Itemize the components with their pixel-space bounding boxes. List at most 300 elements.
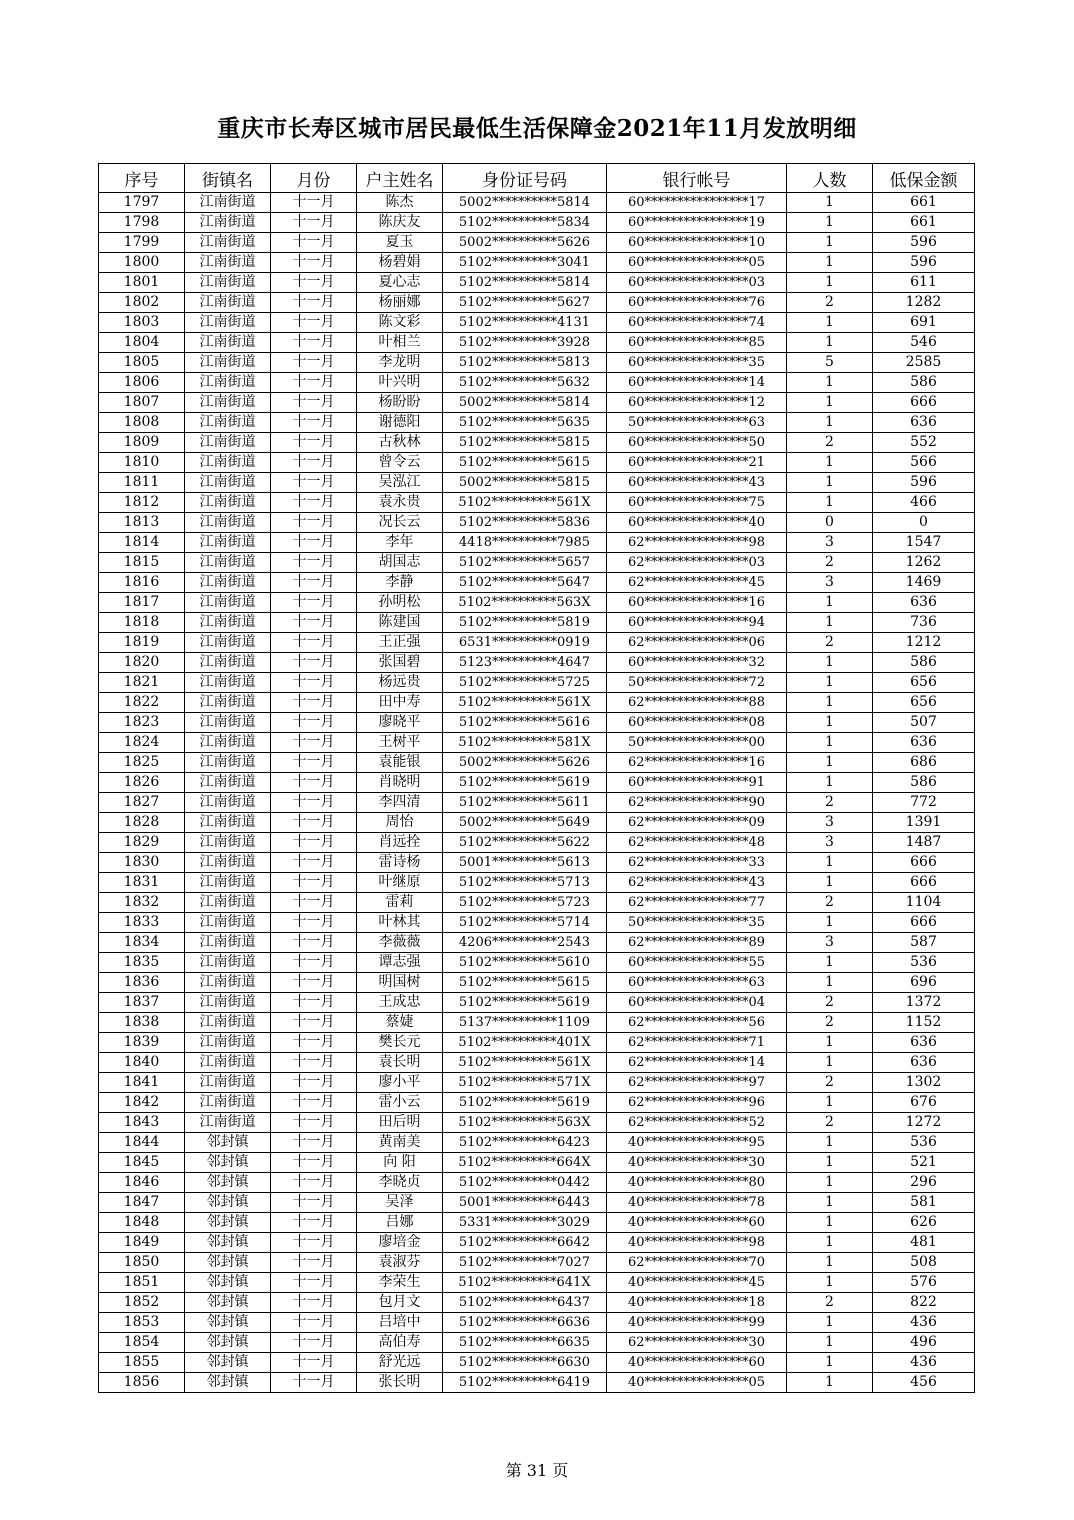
- cell-id-number: 5102**********5647: [443, 573, 607, 593]
- table-row: [99, 833, 975, 853]
- cell-id-number: 5002**********5814: [443, 193, 607, 213]
- cell-amount: 1104: [873, 893, 975, 913]
- cell-id-number: 5102**********5836: [443, 513, 607, 533]
- cell-town: 江南街道: [185, 453, 271, 473]
- cell-amount: 596: [873, 253, 975, 273]
- cell-index: 1825: [99, 753, 185, 773]
- cell-bank-account: 62****************30: [607, 1333, 787, 1353]
- cell-amount: 656: [873, 693, 975, 713]
- table-row: [99, 1233, 975, 1253]
- cell-id-number: 5102**********563X: [443, 593, 607, 613]
- cell-persons: 1: [787, 973, 873, 993]
- cell-amount: 536: [873, 1133, 975, 1153]
- cell-amount: 596: [873, 473, 975, 493]
- cell-persons: 1: [787, 753, 873, 773]
- cell-bank-account: 60****************12: [607, 393, 787, 413]
- cell-householder: 舒光远: [357, 1353, 443, 1373]
- cell-index: 1827: [99, 793, 185, 813]
- cell-index: 1855: [99, 1353, 185, 1373]
- cell-town: 江南街道: [185, 433, 271, 453]
- cell-bank-account: 62****************09: [607, 813, 787, 833]
- cell-bank-account: 60****************14: [607, 373, 787, 393]
- table-row: [99, 873, 975, 893]
- cell-amount: 507: [873, 713, 975, 733]
- cell-householder: 夏玉: [357, 233, 443, 253]
- cell-persons: 1: [787, 493, 873, 513]
- cell-index: 1800: [99, 253, 185, 273]
- cell-month: 十一月: [271, 853, 357, 873]
- cell-town: 江南街道: [185, 413, 271, 433]
- cell-persons: 1: [787, 1033, 873, 1053]
- col-header-month: 月份: [271, 164, 357, 193]
- cell-amount: 661: [873, 213, 975, 233]
- cell-bank-account: 60****************43: [607, 473, 787, 493]
- cell-month: 十一月: [271, 573, 357, 593]
- cell-bank-account: 60****************50: [607, 433, 787, 453]
- cell-bank-account: 40****************98: [607, 1233, 787, 1253]
- cell-index: 1829: [99, 833, 185, 853]
- cell-id-number: 5102**********6635: [443, 1333, 607, 1353]
- cell-bank-account: 40****************18: [607, 1293, 787, 1313]
- cell-householder: 田后明: [357, 1113, 443, 1133]
- table-row: [99, 733, 975, 753]
- cell-bank-account: 60****************16: [607, 593, 787, 613]
- cell-persons: 1: [787, 453, 873, 473]
- cell-month: 十一月: [271, 393, 357, 413]
- table-row: [99, 1093, 975, 1113]
- cell-month: 十一月: [271, 953, 357, 973]
- cell-amount: 586: [873, 373, 975, 393]
- cell-id-number: 4418**********7985: [443, 533, 607, 553]
- cell-amount: 656: [873, 673, 975, 693]
- cell-persons: 3: [787, 833, 873, 853]
- cell-id-number: 5102**********0442: [443, 1173, 607, 1193]
- cell-persons: 1: [787, 273, 873, 293]
- cell-town: 邻封镇: [185, 1133, 271, 1153]
- cell-town: 江南街道: [185, 353, 271, 373]
- cell-id-number: 5102**********5635: [443, 413, 607, 433]
- cell-town: 江南街道: [185, 273, 271, 293]
- cell-month: 十一月: [271, 213, 357, 233]
- cell-index: 1852: [99, 1293, 185, 1313]
- cell-month: 十一月: [271, 1373, 357, 1393]
- cell-bank-account: 40****************95: [607, 1133, 787, 1153]
- cell-householder: 李晓贞: [357, 1173, 443, 1193]
- cell-town: 江南街道: [185, 993, 271, 1013]
- table-row: [99, 633, 975, 653]
- cell-month: 十一月: [271, 433, 357, 453]
- cell-month: 十一月: [271, 353, 357, 373]
- col-header-town: 街镇名: [185, 164, 271, 193]
- table-row: [99, 1293, 975, 1313]
- cell-month: 十一月: [271, 373, 357, 393]
- cell-amount: 586: [873, 653, 975, 673]
- cell-town: 邻封镇: [185, 1333, 271, 1353]
- cell-month: 十一月: [271, 673, 357, 693]
- cell-index: 1832: [99, 893, 185, 913]
- cell-amount: 666: [873, 853, 975, 873]
- cell-bank-account: 62****************71: [607, 1033, 787, 1053]
- cell-persons: 1: [787, 773, 873, 793]
- cell-bank-account: 40****************45: [607, 1273, 787, 1293]
- table-row: [99, 193, 975, 213]
- cell-amount: 691: [873, 313, 975, 333]
- table-row: [99, 473, 975, 493]
- cell-id-number: 5102**********6419: [443, 1373, 607, 1393]
- cell-amount: 666: [873, 873, 975, 893]
- cell-bank-account: 60****************17: [607, 193, 787, 213]
- cell-householder: 廖培金: [357, 1233, 443, 1253]
- cell-town: 江南街道: [185, 913, 271, 933]
- cell-town: 邻封镇: [185, 1173, 271, 1193]
- cell-amount: 536: [873, 953, 975, 973]
- cell-persons: 1: [787, 1213, 873, 1233]
- cell-town: 邻封镇: [185, 1313, 271, 1333]
- table-row: [99, 1013, 975, 1033]
- cell-householder: 向 阳: [357, 1153, 443, 1173]
- table-row: [99, 893, 975, 913]
- cell-persons: 1: [787, 853, 873, 873]
- table-row: [99, 513, 975, 533]
- cell-town: 江南街道: [185, 853, 271, 873]
- cell-amount: 546: [873, 333, 975, 353]
- cell-amount: 1272: [873, 1113, 975, 1133]
- cell-index: 1804: [99, 333, 185, 353]
- cell-index: 1854: [99, 1333, 185, 1353]
- cell-amount: 566: [873, 453, 975, 473]
- cell-amount: 636: [873, 413, 975, 433]
- cell-persons: 1: [787, 1313, 873, 1333]
- cell-index: 1797: [99, 193, 185, 213]
- cell-householder: 周怡: [357, 813, 443, 833]
- cell-town: 江南街道: [185, 573, 271, 593]
- cell-index: 1826: [99, 773, 185, 793]
- table-row: [99, 653, 975, 673]
- cell-index: 1824: [99, 733, 185, 753]
- cell-persons: 2: [787, 1073, 873, 1093]
- cell-month: 十一月: [271, 1213, 357, 1233]
- cell-town: 江南街道: [185, 953, 271, 973]
- cell-householder: 谭志强: [357, 953, 443, 973]
- cell-bank-account: 60****************76: [607, 293, 787, 313]
- cell-bank-account: 50****************35: [607, 913, 787, 933]
- cell-persons: 1: [787, 413, 873, 433]
- cell-id-number: 5102**********6636: [443, 1313, 607, 1333]
- cell-persons: 3: [787, 933, 873, 953]
- cell-id-number: 5102**********5713: [443, 873, 607, 893]
- cell-index: 1846: [99, 1173, 185, 1193]
- cell-amount: 636: [873, 593, 975, 613]
- cell-month: 十一月: [271, 973, 357, 993]
- table-row: [99, 433, 975, 453]
- cell-persons: 2: [787, 1293, 873, 1313]
- cell-bank-account: 60****************75: [607, 493, 787, 513]
- cell-householder: 况长云: [357, 513, 443, 533]
- cell-id-number: 5102**********5813: [443, 353, 607, 373]
- cell-bank-account: 62****************06: [607, 633, 787, 653]
- cell-bank-account: 60****************19: [607, 213, 787, 233]
- cell-householder: 雷小云: [357, 1093, 443, 1113]
- cell-month: 十一月: [271, 1013, 357, 1033]
- cell-persons: 2: [787, 993, 873, 1013]
- table-row: [99, 1153, 975, 1173]
- cell-persons: 1: [787, 613, 873, 633]
- cell-amount: 1487: [873, 833, 975, 853]
- cell-householder: 陈杰: [357, 193, 443, 213]
- cell-persons: 1: [787, 373, 873, 393]
- cell-id-number: 4206**********2543: [443, 933, 607, 953]
- cell-town: 江南街道: [185, 393, 271, 413]
- cell-householder: 张长明: [357, 1373, 443, 1393]
- cell-id-number: 5002**********5626: [443, 233, 607, 253]
- cell-householder: 王正强: [357, 633, 443, 653]
- cell-householder: 樊长元: [357, 1033, 443, 1053]
- cell-town: 江南街道: [185, 1033, 271, 1053]
- cell-id-number: 5102**********5610: [443, 953, 607, 973]
- cell-town: 邻封镇: [185, 1293, 271, 1313]
- cell-index: 1843: [99, 1113, 185, 1133]
- cell-id-number: 5102**********3041: [443, 253, 607, 273]
- cell-bank-account: 62****************90: [607, 793, 787, 813]
- cell-id-number: 5102**********5611: [443, 793, 607, 813]
- cell-bank-account: 62****************45: [607, 573, 787, 593]
- table-row: [99, 313, 975, 333]
- cell-amount: 456: [873, 1373, 975, 1393]
- cell-town: 江南街道: [185, 593, 271, 613]
- cell-id-number: 5102**********5627: [443, 293, 607, 313]
- cell-month: 十一月: [271, 1333, 357, 1353]
- cell-bank-account: 60****************32: [607, 653, 787, 673]
- cell-month: 十一月: [271, 733, 357, 753]
- cell-householder: 廖晓平: [357, 713, 443, 733]
- cell-town: 江南街道: [185, 1053, 271, 1073]
- cell-index: 1798: [99, 213, 185, 233]
- cell-amount: 552: [873, 433, 975, 453]
- cell-month: 十一月: [271, 1193, 357, 1213]
- cell-persons: 1: [787, 333, 873, 353]
- table-row: [99, 953, 975, 973]
- cell-index: 1847: [99, 1193, 185, 1213]
- table-row: [99, 913, 975, 933]
- cell-town: 江南街道: [185, 693, 271, 713]
- table-row: [99, 1313, 975, 1333]
- cell-householder: 高伯寿: [357, 1333, 443, 1353]
- cell-index: 1850: [99, 1253, 185, 1273]
- cell-persons: 1: [787, 1173, 873, 1193]
- cell-index: 1828: [99, 813, 185, 833]
- cell-index: 1842: [99, 1093, 185, 1113]
- cell-month: 十一月: [271, 453, 357, 473]
- cell-householder: 王树平: [357, 733, 443, 753]
- cell-index: 1837: [99, 993, 185, 1013]
- cell-persons: 1: [787, 253, 873, 273]
- cell-town: 江南街道: [185, 873, 271, 893]
- page-title: 重庆市长寿区城市居民最低生活保障金2021年11月发放明细: [217, 115, 857, 142]
- cell-bank-account: 62****************16: [607, 753, 787, 773]
- cell-householder: 袁长明: [357, 1053, 443, 1073]
- cell-id-number: 5002**********5815: [443, 473, 607, 493]
- cell-householder: 王成忠: [357, 993, 443, 1013]
- cell-persons: 1: [787, 1053, 873, 1073]
- cell-id-number: 5102**********5657: [443, 553, 607, 573]
- cell-month: 十一月: [271, 533, 357, 553]
- table-row: [99, 753, 975, 773]
- table-row: [99, 813, 975, 833]
- cell-amount: 1152: [873, 1013, 975, 1033]
- cell-householder: 雷莉: [357, 893, 443, 913]
- cell-bank-account: 60****************35: [607, 353, 787, 373]
- cell-persons: 2: [787, 793, 873, 813]
- table-row: [99, 373, 975, 393]
- cell-bank-account: 60****************03: [607, 273, 787, 293]
- cell-bank-account: 62****************56: [607, 1013, 787, 1033]
- cell-index: 1849: [99, 1233, 185, 1253]
- cell-amount: 772: [873, 793, 975, 813]
- cell-bank-account: 40****************60: [607, 1213, 787, 1233]
- cell-month: 十一月: [271, 873, 357, 893]
- cell-amount: 0: [873, 513, 975, 533]
- cell-householder: 袁淑芬: [357, 1253, 443, 1273]
- cell-persons: 3: [787, 573, 873, 593]
- cell-id-number: 5102**********561X: [443, 1053, 607, 1073]
- cell-town: 江南街道: [185, 553, 271, 573]
- cell-town: 江南街道: [185, 733, 271, 753]
- cell-persons: 1: [787, 313, 873, 333]
- cell-householder: 明国树: [357, 973, 443, 993]
- cell-month: 十一月: [271, 493, 357, 513]
- cell-index: 1803: [99, 313, 185, 333]
- cell-householder: 李年: [357, 533, 443, 553]
- cell-amount: 466: [873, 493, 975, 513]
- cell-index: 1853: [99, 1313, 185, 1333]
- cell-month: 十一月: [271, 613, 357, 633]
- cell-bank-account: 60****************55: [607, 953, 787, 973]
- col-header-householder: 户主姓名: [357, 164, 443, 193]
- cell-bank-account: 40****************05: [607, 1373, 787, 1393]
- cell-householder: 胡国志: [357, 553, 443, 573]
- cell-index: 1811: [99, 473, 185, 493]
- cell-amount: 587: [873, 933, 975, 953]
- cell-bank-account: 62****************70: [607, 1253, 787, 1273]
- cell-index: 1856: [99, 1373, 185, 1393]
- cell-town: 邻封镇: [185, 1233, 271, 1253]
- cell-town: 江南街道: [185, 373, 271, 393]
- cell-amount: 611: [873, 273, 975, 293]
- page-number: 第 31 页: [505, 1461, 569, 1480]
- cell-month: 十一月: [271, 1153, 357, 1173]
- cell-householder: 吕培中: [357, 1313, 443, 1333]
- cell-amount: 596: [873, 233, 975, 253]
- cell-index: 1839: [99, 1033, 185, 1053]
- cell-householder: 夏心志: [357, 273, 443, 293]
- cell-householder: 袁能银: [357, 753, 443, 773]
- cell-month: 十一月: [271, 893, 357, 913]
- cell-persons: 2: [787, 893, 873, 913]
- cell-id-number: 5102**********5619: [443, 993, 607, 1013]
- cell-id-number: 5102**********4131: [443, 313, 607, 333]
- table-row: [99, 1113, 975, 1133]
- cell-householder: 杨丽娜: [357, 293, 443, 313]
- cell-bank-account: 62****************14: [607, 1053, 787, 1073]
- cell-persons: 2: [787, 1113, 873, 1133]
- cell-persons: 2: [787, 633, 873, 653]
- cell-bank-account: 60****************08: [607, 713, 787, 733]
- cell-persons: 1: [787, 1133, 873, 1153]
- cell-amount: 1372: [873, 993, 975, 1013]
- cell-id-number: 5102**********571X: [443, 1073, 607, 1093]
- table-row: [99, 1353, 975, 1373]
- cell-town: 邻封镇: [185, 1273, 271, 1293]
- cell-index: 1808: [99, 413, 185, 433]
- cell-month: 十一月: [271, 1073, 357, 1093]
- cell-index: 1835: [99, 953, 185, 973]
- cell-index: 1812: [99, 493, 185, 513]
- cell-town: 邻封镇: [185, 1213, 271, 1233]
- cell-bank-account: 40****************78: [607, 1193, 787, 1213]
- cell-town: 江南街道: [185, 1093, 271, 1113]
- cell-amount: 736: [873, 613, 975, 633]
- cell-month: 十一月: [271, 333, 357, 353]
- table-row: [99, 333, 975, 353]
- cell-id-number: 5102**********5819: [443, 613, 607, 633]
- cell-index: 1838: [99, 1013, 185, 1033]
- table-row: [99, 1053, 975, 1073]
- cell-index: 1841: [99, 1073, 185, 1093]
- table-row: [99, 1133, 975, 1153]
- cell-bank-account: 62****************89: [607, 933, 787, 953]
- cell-amount: 1212: [873, 633, 975, 653]
- cell-month: 十一月: [271, 653, 357, 673]
- cell-id-number: 5102**********6630: [443, 1353, 607, 1373]
- cell-id-number: 5102**********3928: [443, 333, 607, 353]
- cell-month: 十一月: [271, 833, 357, 853]
- cell-householder: 吴泽: [357, 1193, 443, 1213]
- cell-amount: 581: [873, 1193, 975, 1213]
- cell-persons: 2: [787, 553, 873, 573]
- cell-month: 十一月: [271, 1273, 357, 1293]
- cell-town: 江南街道: [185, 513, 271, 533]
- cell-bank-account: 40****************30: [607, 1153, 787, 1173]
- cell-persons: 2: [787, 1013, 873, 1033]
- table-row: [99, 413, 975, 433]
- cell-town: 江南街道: [185, 673, 271, 693]
- table-row: [99, 273, 975, 293]
- cell-town: 江南街道: [185, 813, 271, 833]
- cell-id-number: 5002**********5649: [443, 813, 607, 833]
- table-row: [99, 1333, 975, 1353]
- table-row: [99, 1253, 975, 1273]
- cell-householder: 叶继原: [357, 873, 443, 893]
- cell-month: 十一月: [271, 1253, 357, 1273]
- cell-id-number: 5102**********6423: [443, 1133, 607, 1153]
- cell-index: 1822: [99, 693, 185, 713]
- cell-index: 1820: [99, 653, 185, 673]
- table-row: [99, 793, 975, 813]
- table-row: [99, 1173, 975, 1193]
- cell-id-number: 5102**********5615: [443, 453, 607, 473]
- cell-bank-account: 62****************52: [607, 1113, 787, 1133]
- cell-index: 1819: [99, 633, 185, 653]
- cell-persons: 1: [787, 213, 873, 233]
- cell-id-number: 5002**********5626: [443, 753, 607, 773]
- cell-householder: 李薇薇: [357, 933, 443, 953]
- cell-bank-account: 62****************97: [607, 1073, 787, 1093]
- cell-householder: 雷诗杨: [357, 853, 443, 873]
- cell-index: 1848: [99, 1213, 185, 1233]
- cell-bank-account: 62****************43: [607, 873, 787, 893]
- cell-persons: 1: [787, 1253, 873, 1273]
- cell-town: 江南街道: [185, 893, 271, 913]
